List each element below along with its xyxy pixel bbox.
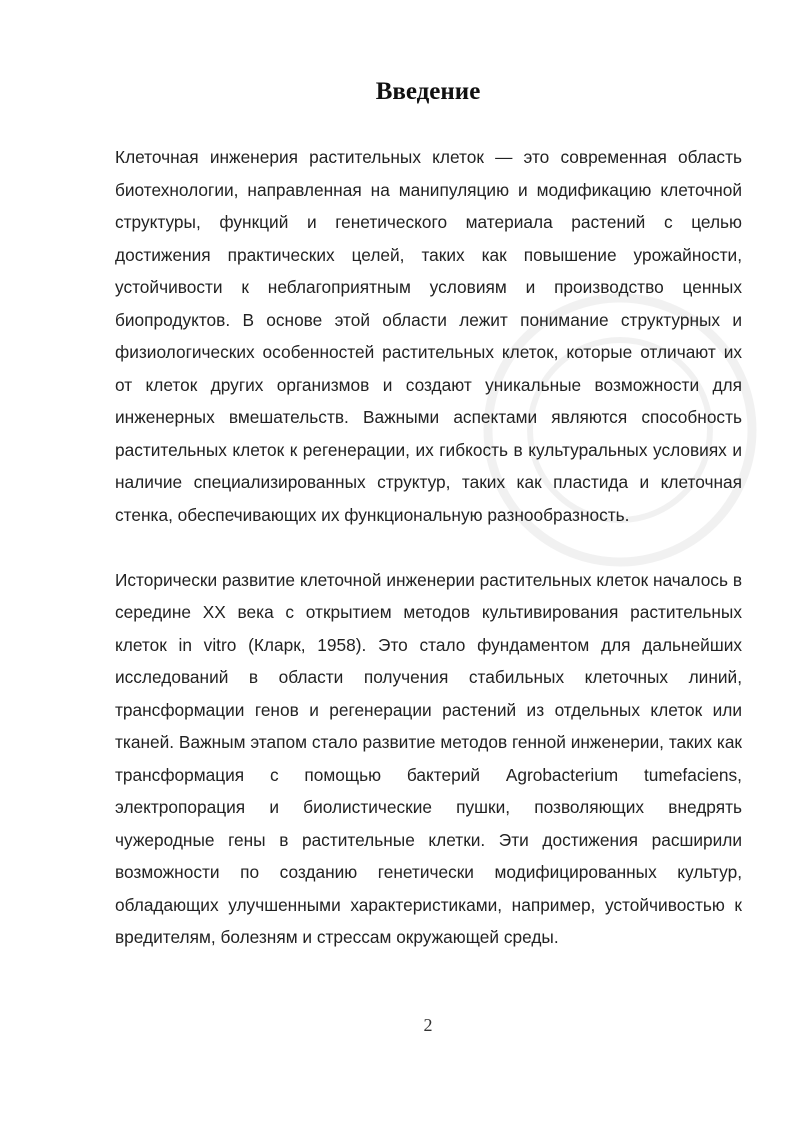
page-title: Введение [375, 78, 481, 105]
paragraph-history: Исторически развитие клеточной инженерии растительных клеток началось в середине XX века с открытием методов культивирования растительных клеток in vitro (Кларк, 1958). Это стало фундаментом для дальнейших исследований в области получения стабильных клеточных линий, трансформации генов и регенерации растений из отдельных клеток или тканей. Важным этапом стало развитие методов генной инженерии, таких как трансформация с помощью бактерий Agrobacterium tumefaciens, электропорация и биолистические пушки, позволяющих внедрять чужеродные гены в растительные клетки. Эти достижения расширили возможности по созданию генетически модифицированных культур, обладающих улучшенными характеристиками, например, устойчивостью к вредителям, болезням и стрессам окружающей среды. [115, 569, 742, 947]
document-body [115, 141, 742, 954]
page-number: 2 [423, 1015, 433, 1035]
paragraph-introduction: Клеточная инженерия растительных клеток — это современная область биотехнологии, направленная на манипуляцию и модификацию клеточной структуры, функций и генетического материала растений с целью достижения практических целей, таких как повышение урожайности, устойчивости к неблагоприятным условиям и производство ценных биопродуктов. В основе этой области лежит понимание структурных и физиологических особенностей растительных клеток, которые отличают их от клеток других организмов и создают уникальные возможности для инженерных вмешательств. Важными аспектами являются способность растительных клеток к регенерации, их гибкость в культуральных условиях и наличие специализированных структур, таких как пластида и клеточная стенка, обеспечивающих их функциональную разнообразность. [115, 147, 742, 525]
